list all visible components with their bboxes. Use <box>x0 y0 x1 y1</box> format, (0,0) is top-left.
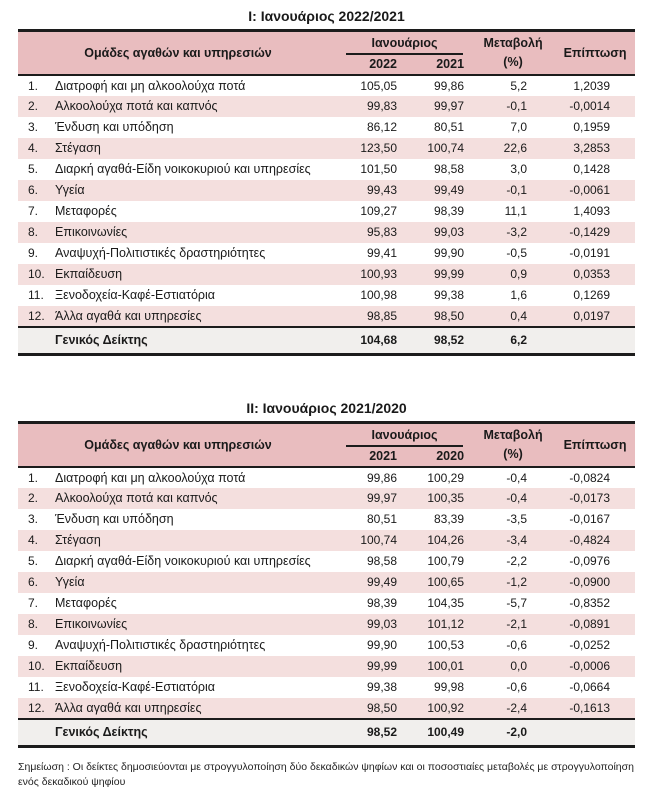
index-value-previous: 99,97 <box>434 99 465 113</box>
table-row <box>18 117 635 138</box>
index-value-current: 99,03 <box>366 617 398 631</box>
index-value-previous: 100,74 <box>427 141 465 155</box>
index-value-current: 99,99 <box>366 659 398 673</box>
change-percent-value: -0,5 <box>506 246 528 260</box>
row-category-label: Αναψυχή-Πολιτιστικές δραστηριότητες <box>55 246 266 260</box>
row-number: 3. <box>28 512 39 526</box>
change-percent-value: 0,9 <box>510 267 528 281</box>
month-label: Ιανουάριος <box>346 426 463 447</box>
row-number: 9. <box>28 638 39 652</box>
table-row <box>18 96 635 117</box>
general-index-change: -2,0 <box>506 725 528 740</box>
table-row <box>18 530 635 551</box>
table-row <box>18 614 635 635</box>
impact-value: -0,0167 <box>569 512 611 526</box>
table-row <box>18 285 635 306</box>
change-percent-value: 1,6 <box>510 288 528 302</box>
row-category-label: Ένδυση και υπόδηση <box>55 120 174 134</box>
groups-column-header: Ομάδες αγαθών και υπηρεσιών <box>18 423 338 467</box>
total-row-spacer <box>18 719 52 747</box>
index-value-previous: 99,49 <box>434 183 465 197</box>
table-row <box>18 677 635 698</box>
row-number: 6. <box>28 183 39 197</box>
row-category-label: Αλκοολούχα ποτά και καπνός <box>55 491 218 505</box>
change-percent-value: -2,2 <box>506 554 528 568</box>
table-row <box>18 593 635 614</box>
index-value-current: 86,12 <box>366 120 398 134</box>
index-value-previous: 99,38 <box>434 288 465 302</box>
change-percent-value: -0,4 <box>506 491 528 505</box>
row-number: 3. <box>28 120 39 134</box>
table-row <box>18 75 635 96</box>
impact-value: 1,4093 <box>573 204 611 218</box>
index-value-previous: 99,99 <box>434 267 465 281</box>
table-2-total <box>18 719 635 747</box>
table-row <box>18 201 635 222</box>
row-category-label: Αναψυχή-Πολιτιστικές δραστηριότητες <box>55 638 266 652</box>
row-number: 7. <box>28 204 39 218</box>
change-percent-value: -0,1 <box>506 183 528 197</box>
change-percent-value: -3,4 <box>506 533 528 547</box>
impact-value: -0,0014 <box>569 99 611 113</box>
row-number: 10. <box>28 267 45 281</box>
month-column-header <box>338 31 471 55</box>
change-percent-value: 22,6 <box>503 141 528 155</box>
change-percent-value: -0,1 <box>506 99 528 113</box>
row-category-label: Επικοινωνίες <box>55 225 128 239</box>
change-percent-value: 11,1 <box>504 204 528 218</box>
index-value-previous: 99,03 <box>434 225 465 239</box>
year-2021-header: 2021 <box>404 55 471 75</box>
row-number: 6. <box>28 575 39 589</box>
row-number: 8. <box>28 225 39 239</box>
index-value-current: 99,38 <box>366 680 398 694</box>
change-percent-value: -0,4 <box>506 470 528 485</box>
index-value-previous: 100,65 <box>427 575 465 589</box>
impact-value: 0,1269 <box>573 288 611 302</box>
index-value-current: 100,98 <box>360 288 398 302</box>
change-percent-value: -1,2 <box>506 575 528 589</box>
impact-column-header: Επίπτωση <box>555 31 635 75</box>
change-percent-value: -5,7 <box>506 596 528 610</box>
row-category-label: Εκπαίδευση <box>55 267 123 281</box>
table-1-title: I: Ιανουάριος 2022/2021 <box>248 8 405 24</box>
total-row <box>18 719 635 747</box>
index-value-previous: 80,51 <box>434 120 465 134</box>
change-percent-value: 3,0 <box>510 162 528 176</box>
impact-value: 3,2853 <box>573 141 611 155</box>
change-percent-value: -2,1 <box>506 617 528 631</box>
general-index-label: Γενικός Δείκτης <box>55 725 148 740</box>
index-value-previous: 100,92 <box>427 700 465 715</box>
table-2-header <box>18 423 635 467</box>
index-value-previous: 83,39 <box>434 512 465 526</box>
row-category-label: Επικοινωνίες <box>55 617 128 631</box>
row-number: 4. <box>28 141 39 155</box>
row-category-label: Ξενοδοχεία-Καφέ-Εστιατόρια <box>55 680 216 694</box>
table-2-body <box>18 467 635 719</box>
index-value-previous: 100,01 <box>427 659 465 673</box>
row-number: 1. <box>28 78 39 93</box>
row-number: 11. <box>28 288 44 302</box>
table-row <box>18 572 635 593</box>
table-1-body <box>18 75 635 327</box>
change-percent-value: 7,0 <box>510 120 528 134</box>
row-number: 5. <box>28 554 39 568</box>
index-value-current: 98,85 <box>366 308 398 323</box>
index-value-current: 105,05 <box>360 78 398 93</box>
table-row <box>18 467 635 488</box>
index-value-current: 98,39 <box>366 596 398 610</box>
row-category-label: Άλλα αγαθά και υπηρεσίες <box>55 308 202 323</box>
table-1-header <box>18 31 635 75</box>
row-category-label: Εκπαίδευση <box>55 659 123 673</box>
index-value-previous: 101,12 <box>427 617 465 631</box>
table-row <box>18 243 635 264</box>
table-2-title: II: Ιανουάριος 2021/2020 <box>246 400 407 416</box>
change-percent-value: -3,2 <box>506 225 528 239</box>
change-percent-value: 5,2 <box>510 78 528 93</box>
change-unit-label: (%) <box>503 446 523 461</box>
index-value-current: 99,49 <box>366 575 398 589</box>
row-number: 1. <box>28 470 39 485</box>
table-row <box>18 488 635 509</box>
table-january-2022-2021 <box>18 29 635 356</box>
general-index-current: 98,52 <box>366 725 398 740</box>
impact-value: -0,0900 <box>569 575 611 589</box>
change-percent-value: 0,0 <box>510 659 528 673</box>
row-category-label: Στέγαση <box>55 141 101 155</box>
table-row <box>18 509 635 530</box>
impact-value: -0,0824 <box>569 470 611 485</box>
row-category-label: Στέγαση <box>55 533 101 547</box>
row-category-label: Ένδυση και υπόδηση <box>55 512 174 526</box>
change-percent-value: -2,4 <box>506 700 528 715</box>
impact-value: -0,0976 <box>569 554 611 568</box>
table-row <box>18 698 635 719</box>
impact-value: -0,0891 <box>569 617 611 631</box>
general-index-impact <box>555 327 635 355</box>
general-index-impact <box>555 719 635 747</box>
index-value-previous: 100,29 <box>427 470 465 485</box>
index-value-current: 99,86 <box>366 470 398 485</box>
impact-value: -0,0191 <box>569 246 611 260</box>
row-number: 10. <box>28 659 45 673</box>
impact-value: -0,0173 <box>569 491 611 505</box>
row-number: 5. <box>28 162 39 176</box>
index-value-previous: 98,58 <box>434 162 465 176</box>
index-value-current: 98,50 <box>366 700 398 715</box>
total-row <box>18 327 635 355</box>
index-value-previous: 100,35 <box>427 491 465 505</box>
index-value-current: 123,50 <box>360 141 398 155</box>
month-label: Ιανουάριος <box>346 34 463 55</box>
index-value-previous: 98,39 <box>434 204 465 218</box>
impact-column-header: Επίπτωση <box>555 423 635 467</box>
impact-value: -0,8352 <box>569 596 611 610</box>
row-category-label: Διαρκή αγαθά-Είδη νοικοκυριού και υπηρεσίες <box>55 162 311 176</box>
row-number: 12. <box>28 308 45 323</box>
table-row <box>18 222 635 243</box>
year-2020-header: 2020 <box>404 447 471 467</box>
table-row <box>18 635 635 656</box>
index-value-previous: 100,53 <box>427 638 465 652</box>
row-category-label: Διατροφή και μη αλκοολούχα ποτά <box>55 470 246 485</box>
row-category-label: Αλκοολούχα ποτά και καπνός <box>55 99 218 113</box>
index-value-current: 99,41 <box>366 246 398 260</box>
general-index-previous: 100,49 <box>427 725 465 740</box>
impact-value: 0,0353 <box>573 267 611 281</box>
impact-value: -0,0252 <box>569 638 611 652</box>
row-category-label: Υγεία <box>55 575 85 589</box>
index-value-current: 99,83 <box>366 99 398 113</box>
index-value-current: 99,43 <box>366 183 398 197</box>
general-index-change: 6,2 <box>510 333 528 348</box>
row-number: 4. <box>28 533 39 547</box>
index-value-previous: 104,35 <box>427 596 465 610</box>
index-value-current: 99,97 <box>366 491 398 505</box>
change-column-header <box>471 423 555 467</box>
table-january-2021-2020 <box>18 421 635 748</box>
index-value-previous: 99,86 <box>434 78 465 93</box>
row-category-label: Διαρκή αγαθά-Είδη νοικοκυριού και υπηρεσίες <box>55 554 311 568</box>
row-number: 2. <box>28 99 39 113</box>
month-column-header <box>338 423 471 447</box>
year-2022-header: 2022 <box>338 55 404 75</box>
index-value-previous: 104,26 <box>427 533 465 547</box>
index-value-current: 100,93 <box>360 267 398 281</box>
impact-value: -0,4824 <box>569 533 611 547</box>
impact-value: -0,1429 <box>569 225 611 239</box>
table-1-total <box>18 327 635 355</box>
row-number: 7. <box>28 596 39 610</box>
table-row <box>18 551 635 572</box>
impact-value: -0,0061 <box>569 183 611 197</box>
impact-value: 1,2039 <box>573 78 611 93</box>
index-value-current: 109,27 <box>360 204 398 218</box>
row-category-label: Υγεία <box>55 183 85 197</box>
index-value-current: 98,58 <box>366 554 398 568</box>
change-label: Μεταβολή <box>483 35 543 50</box>
index-value-current: 95,83 <box>366 225 398 239</box>
index-value-previous: 99,90 <box>434 246 465 260</box>
index-value-previous: 99,98 <box>434 680 465 694</box>
change-percent-value: -0,6 <box>506 680 528 694</box>
impact-value: 0,0197 <box>573 308 611 323</box>
table-row <box>18 180 635 201</box>
row-number: 12. <box>28 700 45 715</box>
general-index-current: 104,68 <box>360 333 398 348</box>
change-column-header <box>471 31 555 75</box>
index-value-current: 100,74 <box>360 533 398 547</box>
change-unit-label: (%) <box>503 54 523 69</box>
row-category-label: Μεταφορές <box>55 204 117 218</box>
change-percent-value: 0,4 <box>510 308 528 323</box>
year-2021-header: 2021 <box>338 447 404 467</box>
row-category-label: Διατροφή και μη αλκοολούχα ποτά <box>55 78 246 93</box>
impact-value: -0,0664 <box>569 680 611 694</box>
row-category-label: Μεταφορές <box>55 596 117 610</box>
impact-value: -0,1613 <box>569 700 611 715</box>
table-row <box>18 159 635 180</box>
index-value-current: 80,51 <box>366 512 398 526</box>
footnote: Σημείωση : Οι δείκτες δημοσιεύονται με στρογγυλοποίηση δύο δεκαδικών ψηφίων και οι ποσοστιαίες μεταβολές με στρογγυλοποίηση ενός δεκαδικού ψηφίου <box>18 761 634 787</box>
row-number: 9. <box>28 246 39 260</box>
groups-column-header: Ομάδες αγαθών και υπηρεσιών <box>18 31 338 75</box>
table-row <box>18 138 635 159</box>
index-value-previous: 100,79 <box>427 554 465 568</box>
index-value-current: 99,90 <box>366 638 398 652</box>
change-percent-value: -0,6 <box>506 638 528 652</box>
table-row <box>18 656 635 677</box>
row-number: 2. <box>28 491 39 505</box>
index-value-current: 101,50 <box>360 162 398 176</box>
total-row-spacer <box>18 327 52 355</box>
table-row <box>18 306 635 327</box>
row-category-label: Άλλα αγαθά και υπηρεσίες <box>55 700 202 715</box>
general-index-label: Γενικός Δείκτης <box>55 333 148 348</box>
impact-value: 0,1959 <box>573 120 611 134</box>
impact-value: 0,1428 <box>573 162 611 176</box>
index-value-previous: 98,50 <box>434 308 465 323</box>
table-row <box>18 264 635 285</box>
row-category-label: Ξενοδοχεία-Καφέ-Εστιατόρια <box>55 288 216 302</box>
change-percent-value: -3,5 <box>506 512 528 526</box>
change-label: Μεταβολή <box>483 427 543 442</box>
row-number: 8. <box>28 617 39 631</box>
general-index-previous: 98,52 <box>434 333 465 348</box>
row-number: 11. <box>28 680 44 694</box>
impact-value: -0,0006 <box>569 659 611 673</box>
